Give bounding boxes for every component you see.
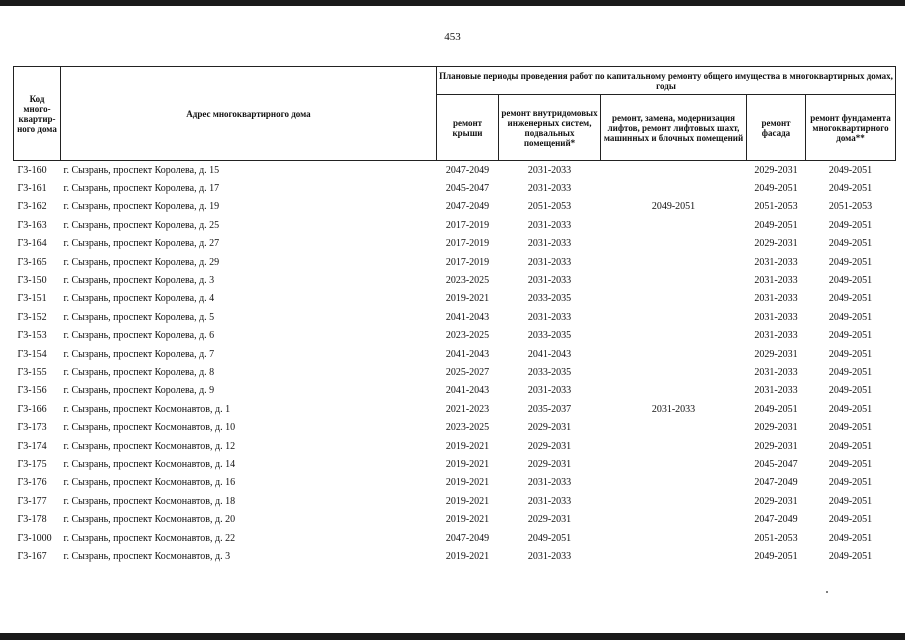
cell-systems: 2033-2035 [527,293,572,305]
cell-lifts [601,179,747,197]
cell-code: Г3-151 [17,293,47,305]
cell-lifts: 2031-2033 [651,403,696,415]
cell-systems: 2031-2033 [527,164,572,176]
table-row [14,308,896,326]
cell-foundation: 2049-2051 [828,164,873,176]
header-lifts: ремонт, замена, модернизация лифтов, ремонт лифтовых шахт, машинных и блочных помещений [601,95,747,161]
cell-lifts [601,547,747,565]
cell-roof: 2041-2043 [445,311,490,323]
cell-lifts [601,271,747,289]
cell-lifts [601,510,747,528]
cell-code: Г3-161 [17,183,47,195]
cell-address: г. Сызрань, проспект Космонавтов, д. 14 [63,458,236,470]
cell-lifts [601,492,747,510]
cell-code: Г3-154 [17,348,47,360]
cell-lifts [601,529,747,547]
cell-lifts [601,327,747,345]
cell-facade: 2031-2033 [754,330,798,342]
cell-lifts [601,290,747,308]
header-periods: Плановые периоды проведения работ по капитальному ремонту общего имущества в многоквартирных домах, годы [437,67,896,95]
cell-code: Г3-177 [17,495,47,507]
cell-address: г. Сызрань, проспект Королева, д. 27 [63,238,220,250]
cell-lifts [601,455,747,473]
cell-foundation: 2049-2051 [828,477,873,489]
cell-roof: 2019-2021 [445,477,490,489]
cell-facade: 2031-2033 [754,311,798,323]
table-row [14,253,896,271]
cell-roof: 2017-2019 [445,238,490,250]
cell-systems: 2031-2033 [527,238,572,250]
cell-systems: 2029-2031 [527,458,572,470]
cell-roof: 2019-2021 [445,440,490,452]
cell-lifts [601,161,747,180]
cell-address: г. Сызрань, проспект Космонавтов, д. 22 [63,532,236,544]
cell-code: Г3-163 [17,219,47,231]
cell-roof: 2019-2021 [445,458,490,470]
cell-lifts [601,308,747,326]
table-row [14,418,896,436]
table-row [14,198,896,216]
cell-systems: 2031-2033 [527,311,572,323]
cell-facade: 2031-2033 [754,385,798,397]
cell-address: г. Сызрань, проспект Космонавтов, д. 18 [63,495,236,507]
cell-systems: 2031-2033 [527,385,572,397]
cell-address: г. Сызрань, проспект Космонавтов, д. 12 [63,440,236,452]
table-row [14,455,896,473]
cell-systems: 2029-2031 [527,514,572,526]
cell-facade: 2029-2031 [754,440,798,452]
cell-address: г. Сызрань, проспект Королева, д. 3 [63,275,215,287]
cell-address: г. Сызрань, проспект Королева, д. 25 [63,219,220,231]
cell-foundation: 2049-2051 [828,514,873,526]
cell-facade: 2029-2031 [754,164,798,176]
cell-code: Г3-174 [17,440,47,452]
cell-roof: 2041-2043 [445,348,490,360]
cell-facade: 2047-2049 [754,477,798,489]
cell-facade: 2049-2051 [754,403,798,415]
table-row [14,510,896,528]
cell-lifts [601,216,747,234]
table-row [14,547,896,565]
cell-address: г. Сызрань, проспект Королева, д. 4 [63,293,215,305]
cell-code: Г3-160 [17,164,47,176]
cell-systems: 2033-2035 [527,366,572,378]
header-systems: ремонт внутридомовых инженерных систем, подвальных помещений* [499,95,601,161]
cell-facade: 2051-2053 [754,201,798,213]
cell-lifts [601,363,747,381]
cell-code: Г3-155 [17,366,47,378]
cell-foundation: 2049-2051 [828,422,873,434]
cell-address: г. Сызрань, проспект Космонавтов, д. 16 [63,477,236,489]
cell-systems: 2031-2033 [527,550,572,562]
cell-address: г. Сызрань, проспект Космонавтов, д. 1 [63,403,231,415]
cell-roof: 2019-2021 [445,495,490,507]
cell-roof: 2019-2021 [445,293,490,305]
cell-foundation: 2049-2051 [828,238,873,250]
cell-roof: 2047-2049 [445,201,490,213]
cell-address: г. Сызрань, проспект Королева, д. 19 [63,201,220,213]
cell-address: г. Сызрань, проспект Королева, д. 7 [63,348,215,360]
cell-foundation: 2049-2051 [828,348,873,360]
cell-foundation: 2049-2051 [828,495,873,507]
cell-systems: 2031-2033 [527,183,572,195]
cell-systems: 2035-2037 [527,403,572,415]
cell-address: г. Сызрань, проспект Королева, д. 15 [63,164,220,176]
cell-foundation: 2049-2051 [828,293,873,305]
table-row [14,216,896,234]
cell-facade: 2031-2033 [754,293,798,305]
cell-code: Г3-175 [17,458,47,470]
table-row [14,290,896,308]
cell-foundation: 2049-2051 [828,311,873,323]
cell-systems: 2031-2033 [527,495,572,507]
cell-foundation: 2049-2051 [828,403,873,415]
cell-facade: 2029-2031 [754,495,798,507]
cell-systems: 2029-2031 [527,422,572,434]
cell-roof: 2023-2025 [445,422,490,434]
cell-facade: 2051-2053 [754,532,798,544]
cell-foundation: 2049-2051 [828,219,873,231]
cell-foundation: 2049-2051 [828,275,873,287]
cell-address: г. Сызрань, проспект Космонавтов, д. 3 [63,550,231,562]
cell-address: г. Сызрань, проспект Королева, д. 29 [63,256,220,268]
cell-systems: 2031-2033 [527,219,572,231]
cell-lifts [601,382,747,400]
cell-facade: 2045-2047 [754,458,798,470]
cell-roof: 2023-2025 [445,330,490,342]
cell-foundation: 2049-2051 [828,550,873,562]
cell-systems: 2031-2033 [527,256,572,268]
cell-lifts [601,345,747,363]
cell-code: Г3-150 [17,275,47,287]
cell-foundation: 2049-2051 [828,183,873,195]
header-code: Код много-квартир-ного дома [14,67,61,161]
cell-code: Г3-153 [17,330,47,342]
cell-facade: 2029-2031 [754,238,798,250]
cell-lifts: 2049-2051 [651,201,696,213]
cell-address: г. Сызрань, проспект Космонавтов, д. 10 [63,422,236,434]
cell-systems: 2049-2051 [527,532,572,544]
table-row [14,382,896,400]
cell-foundation: 2049-2051 [828,458,873,470]
scan-speck [826,591,828,593]
cell-roof: 2041-2043 [445,385,490,397]
cell-code: Г3-176 [17,477,47,489]
cell-foundation: 2049-2051 [828,385,873,397]
page-number: 453 [444,31,461,43]
cell-roof: 2047-2049 [445,532,490,544]
table-row [14,327,896,345]
cell-facade: 2031-2033 [754,256,798,268]
cell-code: Г3-164 [17,238,47,250]
cell-roof: 2019-2021 [445,514,490,526]
cell-systems: 2041-2043 [527,348,572,360]
cell-facade: 2047-2049 [754,514,798,526]
cell-foundation: 2049-2051 [828,330,873,342]
header-address: Адрес многоквартирного дома [61,67,437,161]
cell-facade: 2031-2033 [754,275,798,287]
cell-code: Г3-173 [17,422,47,434]
cell-facade: 2029-2031 [754,348,798,360]
cell-code: Г3-162 [17,201,47,213]
table-row [14,271,896,289]
cell-roof: 2047-2049 [445,164,490,176]
cell-systems: 2051-2053 [527,201,572,213]
table-row [14,492,896,510]
cell-systems: 2033-2035 [527,330,572,342]
table-row [14,179,896,197]
cell-lifts [601,418,747,436]
cell-code: Г3-178 [17,514,47,526]
cell-systems: 2031-2033 [527,275,572,287]
cell-address: г. Сызрань, проспект Королева, д. 6 [63,330,215,342]
cell-roof: 2045-2047 [445,183,490,195]
cell-facade: 2049-2051 [754,219,798,231]
table-row [14,400,896,418]
cell-address: г. Сызрань, проспект Королева, д. 9 [63,385,215,397]
cell-foundation: 2049-2051 [828,366,873,378]
cell-roof: 2021-2023 [445,403,490,415]
capital-repair-table [13,66,896,566]
cell-code: Г3-152 [17,311,47,323]
bottom-scan-border [0,633,905,640]
cell-address: г. Сызрань, проспект Космонавтов, д. 20 [63,514,236,526]
cell-foundation: 2049-2051 [828,256,873,268]
cell-code: Г3-167 [17,550,47,562]
cell-systems: 2031-2033 [527,477,572,489]
header-roof: ремонт крыши [437,95,499,161]
cell-roof: 2019-2021 [445,550,490,562]
cell-lifts [601,235,747,253]
table-row [14,474,896,492]
cell-roof: 2025-2027 [445,366,490,378]
header-facade: ремонт фасада [747,95,806,161]
cell-roof: 2017-2019 [445,219,490,231]
cell-address: г. Сызрань, проспект Королева, д. 17 [63,183,220,195]
cell-systems: 2029-2031 [527,440,572,452]
table-row [14,235,896,253]
cell-facade: 2029-2031 [754,422,798,434]
cell-foundation: 2051-2053 [828,201,873,213]
table-row [14,437,896,455]
table-row [14,529,896,547]
cell-foundation: 2049-2051 [828,532,873,544]
cell-code: Г3-1000 [17,532,52,544]
cell-code: Г3-166 [17,403,47,415]
cell-roof: 2023-2025 [445,275,490,287]
table-row [14,161,896,180]
cell-lifts [601,474,747,492]
cell-address: г. Сызрань, проспект Королева, д. 5 [63,311,215,323]
cell-facade: 2031-2033 [754,366,798,378]
table-row [14,363,896,381]
cell-address: г. Сызрань, проспект Королева, д. 8 [63,366,215,378]
table-row [14,345,896,363]
top-scan-border [0,0,905,6]
cell-lifts [601,437,747,455]
cell-facade: 2049-2051 [754,183,798,195]
cell-foundation: 2049-2051 [828,440,873,452]
cell-facade: 2049-2051 [754,550,798,562]
cell-lifts [601,253,747,271]
cell-code: Г3-165 [17,256,47,268]
cell-roof: 2017-2019 [445,256,490,268]
cell-code: Г3-156 [17,385,47,397]
header-foundation: ремонт фундамента многоквартирного дома** [806,95,896,161]
